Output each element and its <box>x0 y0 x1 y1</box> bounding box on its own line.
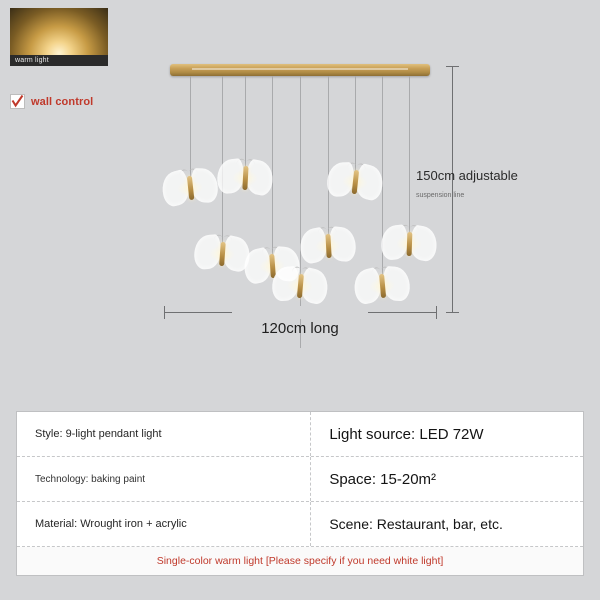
space-text: Space: 15-20m² <box>329 470 437 488</box>
butterfly-light <box>325 161 384 201</box>
light-source-text: Light source: LED 72W <box>329 425 484 443</box>
table-cell-scene <box>311 502 583 546</box>
table-cell-style <box>17 412 311 456</box>
table-cell-material <box>17 502 311 546</box>
vertical-dimension-cap-bottom <box>446 312 459 313</box>
warm-light-swatch-label: warm light <box>10 55 108 66</box>
vertical-dimension-cap-top <box>446 66 459 67</box>
table-cell-light-source <box>311 412 583 456</box>
vertical-dimension-sublabel: suspension line <box>416 192 465 199</box>
horizontal-dimension-gap <box>232 306 368 319</box>
suspension-wire <box>409 76 410 244</box>
material-text: Material: Wrought iron + acrylic <box>35 518 187 530</box>
butterfly-body <box>406 232 412 256</box>
horizontal-dimension-label: 120cm long <box>261 320 339 337</box>
suspension-wire <box>328 76 329 236</box>
table-row <box>17 502 583 547</box>
butterfly-light <box>271 266 330 305</box>
table-row <box>17 412 583 457</box>
ceiling-bar <box>170 64 430 76</box>
butterfly-light <box>380 225 437 261</box>
wall-control-label: wall control <box>31 95 94 108</box>
style-text: Style: 9-light pendant light <box>35 428 162 440</box>
butterfly-light <box>299 227 357 264</box>
vertical-dimension-line <box>452 66 453 312</box>
footer-note: Single-color warm light [Please specify if you need white light] <box>17 547 583 575</box>
scene-text: Scene: Restaurant, bar, etc. <box>329 516 503 532</box>
vertical-dimension-label: 150cm adjustable <box>416 168 518 183</box>
horizontal-dimension-cap-left <box>164 306 165 319</box>
horizontal-dimension-cap-right <box>436 306 437 319</box>
butterfly-light <box>353 266 412 305</box>
table-cell-technology <box>17 457 311 501</box>
technology-text: Technology: baking paint <box>35 473 146 485</box>
butterfly-light <box>216 159 274 196</box>
table-row <box>17 457 583 502</box>
ceiling-bar-seam <box>192 68 408 70</box>
specification-table <box>16 411 584 576</box>
butterfly-light <box>160 167 219 207</box>
table-cell-space <box>311 457 583 501</box>
